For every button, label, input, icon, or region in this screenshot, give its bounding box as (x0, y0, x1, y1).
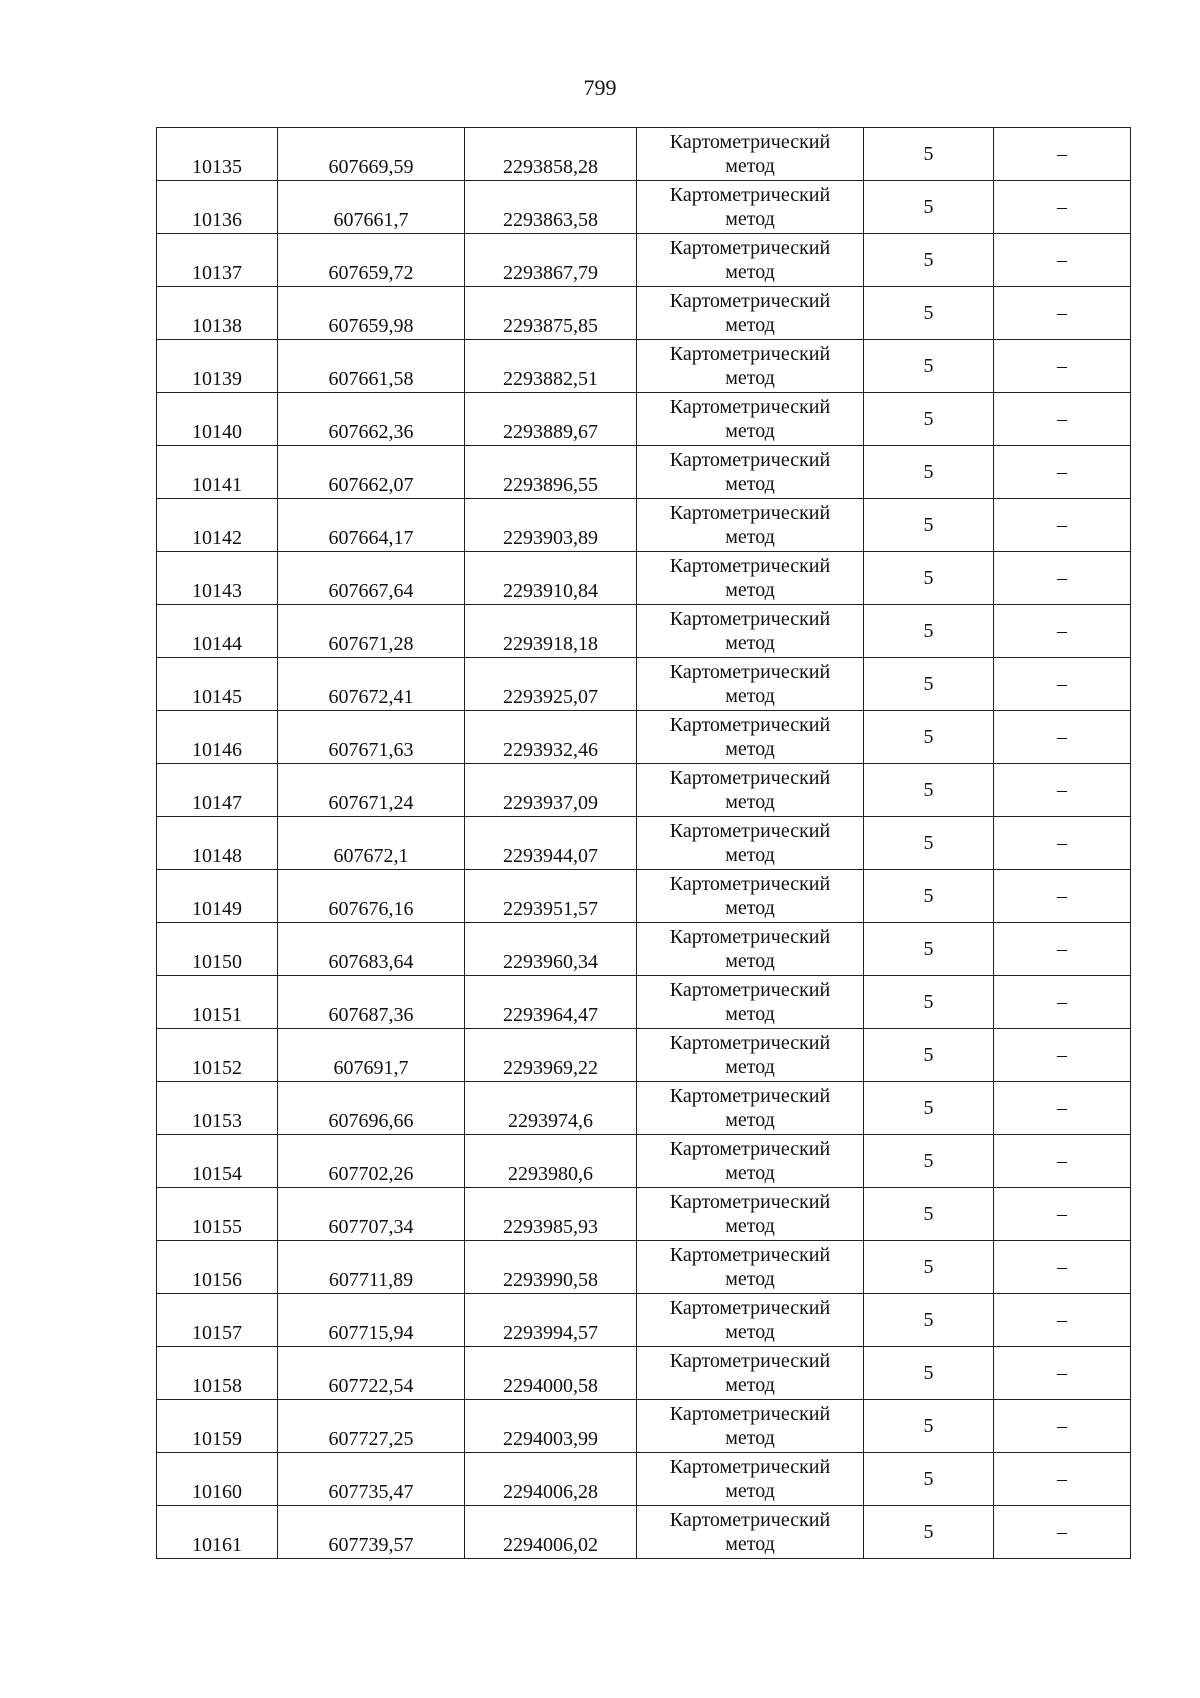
table-body (157, 128, 1131, 1559)
table-row (157, 1294, 1131, 1347)
description-cell: – (994, 234, 1131, 287)
accuracy-cell: 5 (864, 1294, 994, 1347)
method-line-2: метод (725, 1215, 775, 1237)
y-coordinate-cell: 2293960,34 (465, 923, 637, 976)
point-number-cell: 10156 (157, 1241, 278, 1294)
x-coordinate-cell: 607661,7 (278, 181, 465, 234)
method-cell (637, 658, 864, 711)
point-number-cell: 10155 (157, 1188, 278, 1241)
method-cell (637, 446, 864, 499)
method-line-2: метод (725, 685, 775, 707)
x-coordinate-cell: 607662,07 (278, 446, 465, 499)
table-row (157, 870, 1131, 923)
method-line-1: Картометрический (669, 449, 831, 471)
description-cell: – (994, 287, 1131, 340)
description-cell: – (994, 817, 1131, 870)
method-cell (637, 817, 864, 870)
point-number-cell: 10136 (157, 181, 278, 234)
method-line-2: метод (725, 950, 775, 972)
method-cell (637, 1453, 864, 1506)
method-cell (637, 287, 864, 340)
accuracy-cell: 5 (864, 817, 994, 870)
accuracy-cell: 5 (864, 1082, 994, 1135)
method-cell (637, 923, 864, 976)
accuracy-cell: 5 (864, 552, 994, 605)
method-line-2: метод (725, 791, 775, 813)
method-cell (637, 340, 864, 393)
x-coordinate-cell: 607672,1 (278, 817, 465, 870)
y-coordinate-cell: 2294006,28 (465, 1453, 637, 1506)
x-coordinate-cell: 607671,63 (278, 711, 465, 764)
method-cell (637, 1506, 864, 1559)
method-line-1: Картометрический (669, 1297, 831, 1319)
method-cell (637, 234, 864, 287)
method-cell (637, 1294, 864, 1347)
method-cell (637, 976, 864, 1029)
x-coordinate-cell: 607687,36 (278, 976, 465, 1029)
point-number-cell: 10154 (157, 1135, 278, 1188)
coordinates-table (156, 127, 1131, 1559)
accuracy-cell: 5 (864, 1453, 994, 1506)
accuracy-cell: 5 (864, 976, 994, 1029)
y-coordinate-cell: 2294003,99 (465, 1400, 637, 1453)
method-cell (637, 499, 864, 552)
method-line-2: метод (725, 1056, 775, 1078)
x-coordinate-cell: 607739,57 (278, 1506, 465, 1559)
table-row (157, 1453, 1131, 1506)
description-cell: – (994, 1294, 1131, 1347)
method-cell (637, 1241, 864, 1294)
x-coordinate-cell: 607702,26 (278, 1135, 465, 1188)
y-coordinate-cell: 2293875,85 (465, 287, 637, 340)
method-line-2: метод (725, 1480, 775, 1502)
method-line-1: Картометрический (669, 767, 831, 789)
description-cell: – (994, 340, 1131, 393)
point-number-cell: 10137 (157, 234, 278, 287)
point-number-cell: 10159 (157, 1400, 278, 1453)
method-line-2: метод (725, 155, 775, 177)
method-line-1: Картометрический (669, 502, 831, 524)
accuracy-cell: 5 (864, 287, 994, 340)
method-line-2: метод (725, 314, 775, 336)
table-row (157, 1029, 1131, 1082)
accuracy-cell: 5 (864, 128, 994, 181)
point-number-cell: 10144 (157, 605, 278, 658)
point-number-cell: 10149 (157, 870, 278, 923)
description-cell: – (994, 1453, 1131, 1506)
accuracy-cell: 5 (864, 923, 994, 976)
y-coordinate-cell: 2293910,84 (465, 552, 637, 605)
description-cell: – (994, 658, 1131, 711)
x-coordinate-cell: 607727,25 (278, 1400, 465, 1453)
point-number-cell: 10146 (157, 711, 278, 764)
description-cell: – (994, 605, 1131, 658)
accuracy-cell: 5 (864, 658, 994, 711)
method-line-2: метод (725, 1162, 775, 1184)
y-coordinate-cell: 2294000,58 (465, 1347, 637, 1400)
y-coordinate-cell: 2293937,09 (465, 764, 637, 817)
x-coordinate-cell: 607711,89 (278, 1241, 465, 1294)
table-row (157, 446, 1131, 499)
table-row (157, 1506, 1131, 1559)
y-coordinate-cell: 2293882,51 (465, 340, 637, 393)
description-cell: – (994, 393, 1131, 446)
accuracy-cell: 5 (864, 1029, 994, 1082)
description-cell: – (994, 1347, 1131, 1400)
point-number-cell: 10158 (157, 1347, 278, 1400)
table-row (157, 1188, 1131, 1241)
point-number-cell: 10143 (157, 552, 278, 605)
y-coordinate-cell: 2293863,58 (465, 181, 637, 234)
y-coordinate-cell: 2293925,07 (465, 658, 637, 711)
method-line-1: Картометрический (669, 1403, 831, 1425)
table-row (157, 340, 1131, 393)
description-cell: – (994, 128, 1131, 181)
method-cell (637, 1029, 864, 1082)
table-row (157, 234, 1131, 287)
accuracy-cell: 5 (864, 446, 994, 499)
description-cell: – (994, 1135, 1131, 1188)
y-coordinate-cell: 2293889,67 (465, 393, 637, 446)
table-row (157, 552, 1131, 605)
x-coordinate-cell: 607659,72 (278, 234, 465, 287)
method-line-2: метод (725, 473, 775, 495)
y-coordinate-cell: 2293974,6 (465, 1082, 637, 1135)
accuracy-cell: 5 (864, 340, 994, 393)
point-number-cell: 10141 (157, 446, 278, 499)
point-number-cell: 10147 (157, 764, 278, 817)
method-line-2: метод (725, 1321, 775, 1343)
accuracy-cell: 5 (864, 393, 994, 446)
table-row (157, 976, 1131, 1029)
accuracy-cell: 5 (864, 499, 994, 552)
x-coordinate-cell: 607669,59 (278, 128, 465, 181)
x-coordinate-cell: 607661,58 (278, 340, 465, 393)
x-coordinate-cell: 607671,24 (278, 764, 465, 817)
table-row (157, 287, 1131, 340)
accuracy-cell: 5 (864, 1241, 994, 1294)
point-number-cell: 10152 (157, 1029, 278, 1082)
method-line-2: метод (725, 1268, 775, 1290)
method-line-1: Картометрический (669, 608, 831, 630)
method-line-1: Картометрический (669, 1032, 831, 1054)
method-line-1: Картометрический (669, 1456, 831, 1478)
method-line-1: Картометрический (669, 1085, 831, 1107)
method-line-2: метод (725, 1374, 775, 1396)
method-line-2: метод (725, 897, 775, 919)
method-cell (637, 128, 864, 181)
method-line-1: Картометрический (669, 290, 831, 312)
method-line-2: метод (725, 844, 775, 866)
x-coordinate-cell: 607672,41 (278, 658, 465, 711)
method-line-1: Картометрический (669, 873, 831, 895)
method-cell (637, 764, 864, 817)
x-coordinate-cell: 607715,94 (278, 1294, 465, 1347)
table-row (157, 711, 1131, 764)
method-line-1: Картометрический (669, 820, 831, 842)
description-cell: – (994, 711, 1131, 764)
y-coordinate-cell: 2293858,28 (465, 128, 637, 181)
description-cell: – (994, 552, 1131, 605)
y-coordinate-cell: 2293964,47 (465, 976, 637, 1029)
description-cell: – (994, 976, 1131, 1029)
table-row (157, 1135, 1131, 1188)
description-cell: – (994, 446, 1131, 499)
table-row (157, 1241, 1131, 1294)
x-coordinate-cell: 607696,66 (278, 1082, 465, 1135)
accuracy-cell: 5 (864, 1135, 994, 1188)
description-cell: – (994, 870, 1131, 923)
method-line-1: Картометрический (669, 1244, 831, 1266)
description-cell: – (994, 499, 1131, 552)
method-line-2: метод (725, 1533, 775, 1555)
method-line-2: метод (725, 1109, 775, 1131)
table-row (157, 128, 1131, 181)
y-coordinate-cell: 2293985,93 (465, 1188, 637, 1241)
accuracy-cell: 5 (864, 605, 994, 658)
table-row (157, 1082, 1131, 1135)
x-coordinate-cell: 607662,36 (278, 393, 465, 446)
method-line-1: Картометрический (669, 1138, 831, 1160)
description-cell: – (994, 923, 1131, 976)
point-number-cell: 10153 (157, 1082, 278, 1135)
description-cell: – (994, 1506, 1131, 1559)
table-row (157, 499, 1131, 552)
method-line-1: Картометрический (669, 555, 831, 577)
description-cell: – (994, 1400, 1131, 1453)
y-coordinate-cell: 2293896,55 (465, 446, 637, 499)
method-line-2: метод (725, 632, 775, 654)
point-number-cell: 10148 (157, 817, 278, 870)
table-row (157, 1400, 1131, 1453)
table-row (157, 181, 1131, 234)
point-number-cell: 10139 (157, 340, 278, 393)
x-coordinate-cell: 607676,16 (278, 870, 465, 923)
accuracy-cell: 5 (864, 1188, 994, 1241)
method-line-2: метод (725, 420, 775, 442)
description-cell: – (994, 1188, 1131, 1241)
table-row (157, 658, 1131, 711)
method-cell (637, 605, 864, 658)
accuracy-cell: 5 (864, 181, 994, 234)
point-number-cell: 10150 (157, 923, 278, 976)
y-coordinate-cell: 2293969,22 (465, 1029, 637, 1082)
point-number-cell: 10135 (157, 128, 278, 181)
y-coordinate-cell: 2293980,6 (465, 1135, 637, 1188)
method-cell (637, 552, 864, 605)
x-coordinate-cell: 607735,47 (278, 1453, 465, 1506)
method-line-1: Картометрический (669, 184, 831, 206)
point-number-cell: 10151 (157, 976, 278, 1029)
description-cell: – (994, 1241, 1131, 1294)
accuracy-cell: 5 (864, 764, 994, 817)
x-coordinate-cell: 607671,28 (278, 605, 465, 658)
method-line-1: Картометрический (669, 1191, 831, 1213)
method-line-2: метод (725, 367, 775, 389)
method-line-2: метод (725, 1427, 775, 1449)
accuracy-cell: 5 (864, 234, 994, 287)
method-line-2: метод (725, 1003, 775, 1025)
method-line-2: метод (725, 579, 775, 601)
method-cell (637, 393, 864, 446)
method-line-2: метод (725, 261, 775, 283)
x-coordinate-cell: 607722,54 (278, 1347, 465, 1400)
method-cell (637, 870, 864, 923)
y-coordinate-cell: 2293990,58 (465, 1241, 637, 1294)
y-coordinate-cell: 2293994,57 (465, 1294, 637, 1347)
method-line-1: Картометрический (669, 131, 831, 153)
method-line-1: Картометрический (669, 237, 831, 259)
x-coordinate-cell: 607667,64 (278, 552, 465, 605)
accuracy-cell: 5 (864, 711, 994, 764)
x-coordinate-cell: 607659,98 (278, 287, 465, 340)
table-row (157, 817, 1131, 870)
method-cell (637, 1135, 864, 1188)
x-coordinate-cell: 607664,17 (278, 499, 465, 552)
method-line-1: Картометрический (669, 979, 831, 1001)
method-cell (637, 1347, 864, 1400)
x-coordinate-cell: 607707,34 (278, 1188, 465, 1241)
x-coordinate-cell: 607683,64 (278, 923, 465, 976)
method-line-1: Картометрический (669, 714, 831, 736)
accuracy-cell: 5 (864, 870, 994, 923)
table-row (157, 605, 1131, 658)
y-coordinate-cell: 2293903,89 (465, 499, 637, 552)
point-number-cell: 10160 (157, 1453, 278, 1506)
method-line-2: метод (725, 738, 775, 760)
method-line-1: Картометрический (669, 1350, 831, 1372)
point-number-cell: 10140 (157, 393, 278, 446)
y-coordinate-cell: 2293867,79 (465, 234, 637, 287)
method-line-1: Картометрический (669, 926, 831, 948)
y-coordinate-cell: 2293944,07 (465, 817, 637, 870)
method-line-2: метод (725, 208, 775, 230)
accuracy-cell: 5 (864, 1400, 994, 1453)
accuracy-cell: 5 (864, 1506, 994, 1559)
method-line-2: метод (725, 526, 775, 548)
accuracy-cell: 5 (864, 1347, 994, 1400)
table-row (157, 923, 1131, 976)
point-number-cell: 10138 (157, 287, 278, 340)
method-cell (637, 1188, 864, 1241)
y-coordinate-cell: 2293951,57 (465, 870, 637, 923)
method-line-1: Картометрический (669, 1509, 831, 1531)
method-line-1: Картометрический (669, 661, 831, 683)
point-number-cell: 10157 (157, 1294, 278, 1347)
description-cell: – (994, 181, 1131, 234)
method-cell (637, 1400, 864, 1453)
method-cell (637, 181, 864, 234)
description-cell: – (994, 1029, 1131, 1082)
method-cell (637, 711, 864, 764)
y-coordinate-cell: 2293932,46 (465, 711, 637, 764)
y-coordinate-cell: 2293918,18 (465, 605, 637, 658)
point-number-cell: 10142 (157, 499, 278, 552)
point-number-cell: 10161 (157, 1506, 278, 1559)
page-number: 799 (583, 75, 617, 100)
table-row (157, 393, 1131, 446)
method-line-1: Картометрический (669, 343, 831, 365)
method-cell (637, 1082, 864, 1135)
description-cell: – (994, 1082, 1131, 1135)
y-coordinate-cell: 2294006,02 (465, 1506, 637, 1559)
method-line-1: Картометрический (669, 396, 831, 418)
table-row (157, 764, 1131, 817)
x-coordinate-cell: 607691,7 (278, 1029, 465, 1082)
description-cell: – (994, 764, 1131, 817)
table-row (157, 1347, 1131, 1400)
point-number-cell: 10145 (157, 658, 278, 711)
